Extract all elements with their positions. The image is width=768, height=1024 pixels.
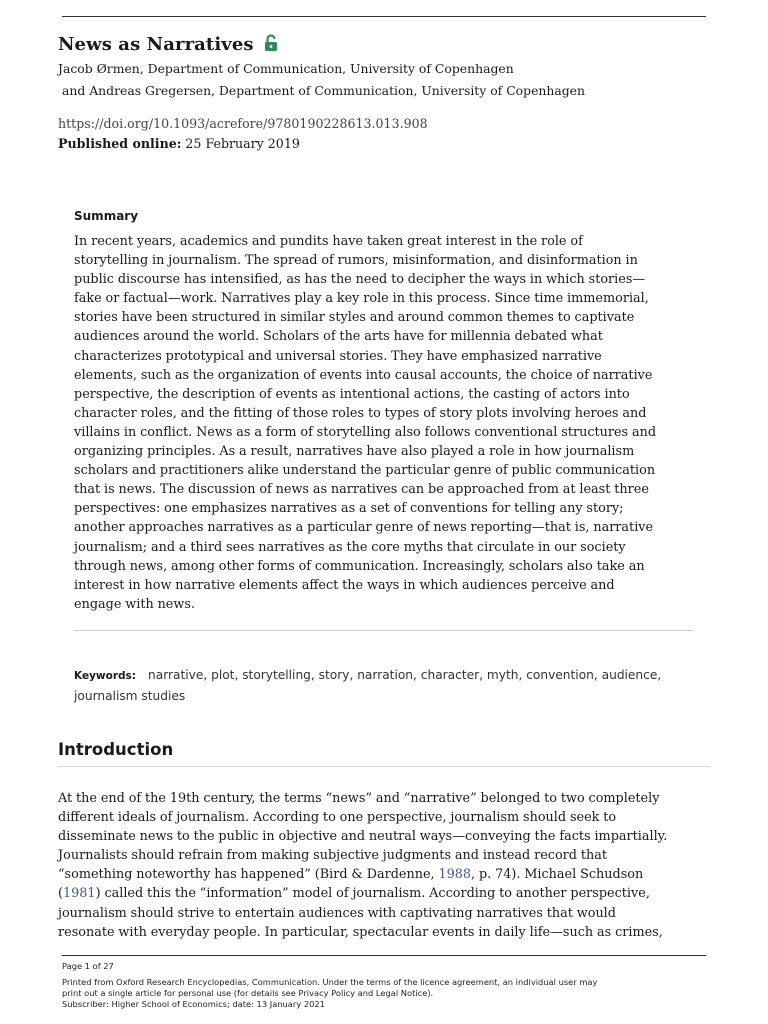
article-title-text: News as Narratives — [58, 34, 254, 55]
keywords-line-1: narrative, plot, storytelling, story, narration, character, myth, convention, audience, — [148, 668, 662, 682]
author-1: Jacob Ørmen, Department of Communication, University of Copenhagen — [58, 61, 514, 76]
introduction-text — [58, 789, 667, 942]
introduction-line-text: resonate with everyday people. In particular, spectacular events in daily life—such as crimes, — [58, 924, 663, 940]
citation-link[interactable]: 1981 — [63, 886, 96, 902]
published-online — [58, 136, 300, 151]
published-date: 25 February 2019 — [185, 136, 300, 151]
introduction-line-text: ( — [58, 886, 63, 902]
introduction-line — [58, 923, 667, 942]
introduction-line-text: , p. 74). Michael Schudson — [471, 867, 644, 883]
summary-line: storytelling in journalism. The spread of rumors, misinformation, and disinformation in — [74, 253, 638, 269]
summary-line: elements, such as the organization of events into causal accounts, the choice of narrative — [74, 367, 653, 383]
footer-notice-1: Printed from Oxford Research Encyclopedias, Communication. Under the terms of the licence agreement, an individual user may — [62, 977, 598, 987]
introduction-line-text: “something noteworthy has happened” (Bird & Dardenne, — [58, 867, 439, 883]
introduction-line-text: different ideals of journalism. According to one perspective, journalism should seek to — [58, 810, 617, 826]
summary-line: character roles, and the fitting of those roles to types of story plots involving heroes and — [74, 405, 647, 421]
introduction-line — [58, 904, 667, 923]
introduction-line — [58, 846, 667, 865]
introduction-line-text: journalism should strive to entertain audiences with captivating narratives that would — [58, 905, 616, 921]
page-number: Page 1 of 27 — [62, 961, 114, 971]
citation-link[interactable]: 1988 — [438, 867, 472, 883]
introduction-line-text: ) called this the “information” model of journalism. According to another perspective, — [95, 886, 650, 902]
summary-line: scholars and practitioners alike understand the particular genre of public communication — [74, 463, 656, 479]
summary-line: stories have been structured in similar styles and around common themes to captivate — [74, 310, 635, 326]
introduction-line-text: Journalists should refrain from making subjective judgments and instead record that — [58, 848, 608, 864]
author-2: and Andreas Gregersen, Department of Communication, University of Copenhagen — [62, 83, 585, 98]
summary-line: that is news. The discussion of news as narratives can be approached from at least three — [74, 482, 649, 498]
introduction-line — [58, 789, 667, 808]
doi-link[interactable]: https://doi.org/10.1093/acrefore/9780190228613.013.908 — [58, 116, 428, 131]
top-rule — [62, 16, 706, 17]
keywords-label: Keywords: — [74, 670, 136, 682]
introduction-line-text: At the end of the 19th century, the terms “news” and “narrative” belonged to two completely — [58, 791, 660, 806]
published-label: Published online: — [58, 136, 182, 151]
summary-line: interest in how narrative elements affect the ways in which audiences perceive and — [74, 577, 615, 593]
summary-line: perspectives: one emphasizes narratives as a set of conventions for telling any story; — [74, 501, 624, 517]
summary-line: villains in conflict. News as a form of storytelling also follows conventional structures and — [74, 424, 657, 440]
introduction-line — [58, 865, 667, 884]
summary-line: another approaches narratives as a particular genre of news reporting—that is, narrative — [74, 520, 654, 536]
keywords-line-2: journalism studies — [74, 689, 186, 703]
footer-rule — [62, 955, 706, 956]
summary-line: In recent years, academics and pundits have taken great interest in the role of — [74, 234, 583, 249]
introduction-line — [58, 884, 667, 903]
summary-heading: Summary — [74, 209, 139, 223]
summary-line: engage with news. — [74, 596, 195, 612]
summary-line: perspective, the description of events as intentional actions, the casting of actors into — [74, 386, 630, 402]
article-title — [58, 34, 278, 57]
introduction-line — [58, 827, 667, 846]
summary-divider — [74, 630, 693, 631]
summary-line: fake or factual—work. Narratives play a key role in this process. Since time immemorial, — [74, 291, 649, 307]
summary-line: public discourse has intensified, as has the need to decipher the ways in which stories— — [74, 272, 646, 288]
introduction-divider — [58, 766, 710, 767]
open-access-lock-icon[interactable] — [264, 34, 278, 57]
summary-line: characterizes prototypical and universal stories. They have emphasized narrative — [74, 348, 602, 364]
introduction-heading: Introduction — [58, 740, 174, 759]
summary-line: through news, among other forms of communication. Increasingly, scholars also take an — [74, 558, 645, 574]
summary-line: organizing principles. As a result, narratives have also played a role in how journalism — [74, 444, 635, 460]
summary-text — [74, 232, 694, 614]
summary-line: journalism; and a third sees narratives as the core myths that circulate in our society — [74, 539, 626, 555]
introduction-line — [58, 808, 667, 827]
summary-line: audiences around the world. Scholars of the arts have for millennia debated what — [74, 329, 603, 345]
footer-notice-2: print out a single article for personal use (for details see Privacy Policy and Legal Notice). — [62, 988, 434, 998]
introduction-line-text: disseminate news to the public in objective and neutral ways—conveying the facts impartially. — [58, 829, 668, 845]
footer-notice-3: Subscriber: Higher School of Economics; date: 13 January 2021 — [62, 999, 325, 1009]
